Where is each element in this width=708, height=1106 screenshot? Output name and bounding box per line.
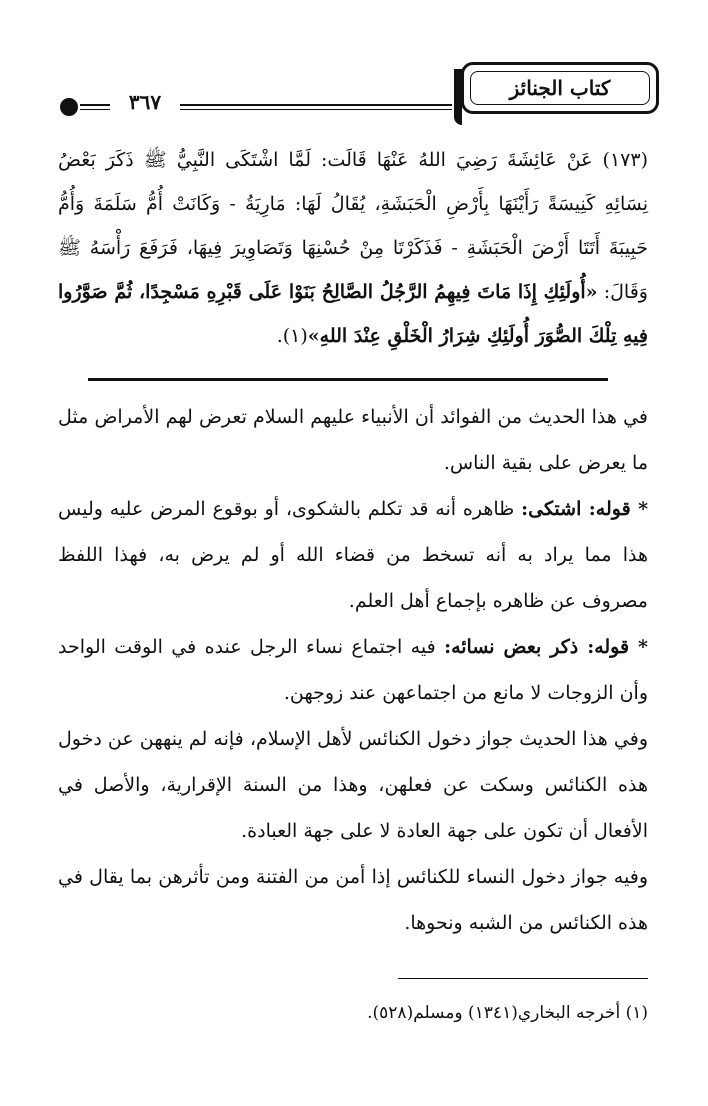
footnote-rule [398, 978, 648, 979]
paragraph-lead: * قوله: اشتكى: [521, 498, 649, 520]
footnote: (١) أخرجه البخاري(١٣٤١) ومسلم(٥٢٨). [367, 1003, 648, 1023]
section-divider [88, 378, 608, 381]
commentary-paragraph: وفي هذا الحديث جواز دخول الكنائس لأهل الإسلام، فإنه لم ينههن عن دخول هذه الكنائس وسكت عن فعلهن، وهذا من السنة الإقرارية، والأصل في الأفعال أن تكون على جهة العادة لا على جهة العبادة. [58, 728, 648, 842]
commentary [58, 394, 648, 946]
hadith-text [58, 138, 648, 358]
commentary-paragraph: في هذا الحديث من الفوائد أن الأنبياء عليهم السلام تعرض لهم الأمراض مثل ما يعرض على بقية الناس. [58, 406, 648, 474]
commentary-paragraph: وفيه جواز دخول النساء للكنائس إذا أمن من الفتنة ومن تأثرهن بما يقال في هذه الكنائس من الشبه ونحوها. [58, 866, 648, 934]
hadith-quote: «أُولَئِكِ إِذَا مَاتَ فِيهِمُ الرَّجُلُ الصَّالِحُ بَنَوْا عَلَى قَبْرِهِ مَسْجِدًا، ثُمَّ صَوَّرُوا فِيهِ تِلْكَ الصُّوَرَ أُولَئِكِ شِرَارُ الْخَلْقِ عِنْدَ اللهِ» [58, 281, 648, 347]
commentary-paragraph: * قوله: اشتكى: ظاهره أنه قد تكلم بالشكوى، أو بوقوع المرض عليه وليس هذا مما يراد به أنه تسخط من قضاء الله أو لم يرض به، فهذا اللفظ مصروف عن ظاهره بإجماع أهل العلم. [58, 498, 649, 612]
paragraph-lead: * قوله: ذكر بعض نسائه: [444, 636, 648, 658]
commentary-paragraph: * قوله: ذكر بعض نسائه: فيه اجتماع نساء الرجل عنده في الوقت الواحد وأن الزوجات لا مانع من اجتماعهن عند زوجهن. [58, 636, 648, 704]
header-dot-ornament [60, 98, 78, 116]
chapter-title: كتاب الجنائز [470, 71, 650, 105]
page-number: ٣٦٧ [110, 90, 180, 114]
footnote-marker: (١). [276, 325, 308, 347]
chapter-title-box [461, 62, 659, 114]
hadith-opening: (١٧٣) عَنْ عَائِشَةَ رَضِيَ اللهُ عَنْهَا قَالَت: لَمَّا اشْتَكَى النَّبِيُّ ﷺ ذَكَرَ بَعْضُ نِسَائِهِ كَنِيسَةً رَأَيْنَهَا بِأَرْضِ الْحَبَشَةِ، يُقَالُ لَهَا: مَارِيَةُ - وَكَانَتْ أُمُّ سَلَمَةَ وَأُمُّ حَبِيبَةَ أَتَتَا أَرْضَ الْحَبَشَةِ - فَذَكَرْتَا مِنْ حُسْنِهَا وَتَصَاوِيرَ فِيهَا، فَرَفَعَ رَأْسَهُ ﷺ وَقَالَ: [58, 149, 648, 303]
